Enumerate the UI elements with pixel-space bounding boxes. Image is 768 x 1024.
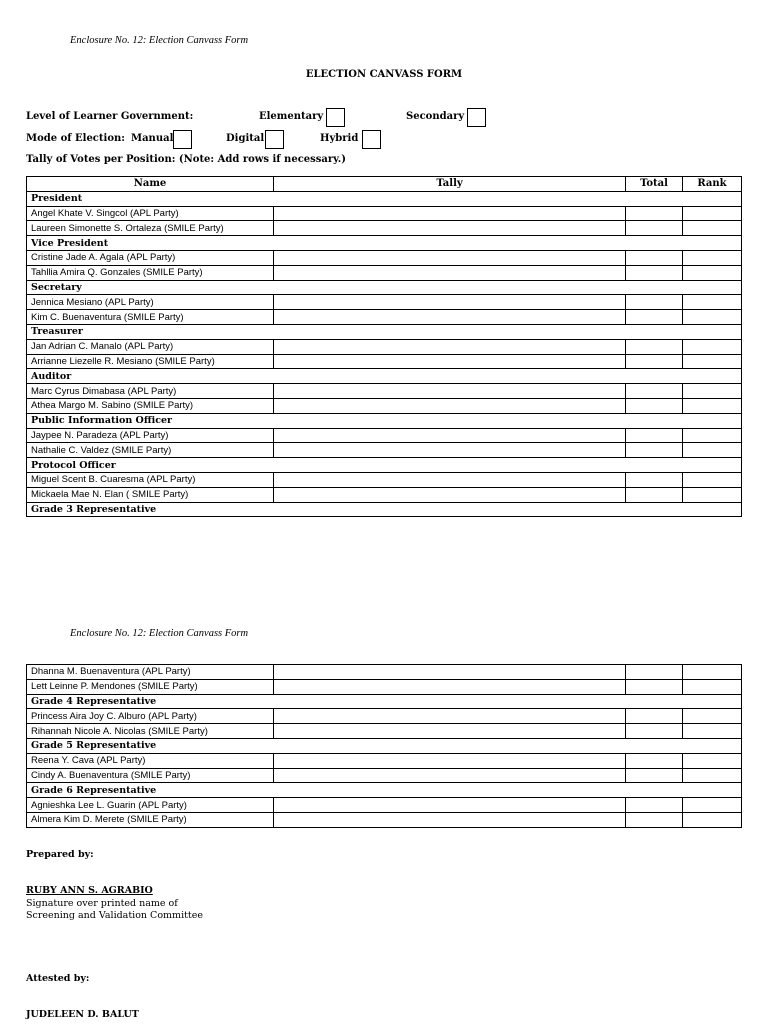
candidate-name: Jaypee N. Paradeza (APL Party) <box>27 428 274 443</box>
table-row <box>27 206 742 221</box>
rank-cell[interactable] <box>683 443 742 458</box>
hybrid-label: Hybrid <box>320 133 359 144</box>
position-vice-president: Vice President <box>27 236 742 251</box>
rank-cell[interactable] <box>683 724 742 739</box>
rank-cell[interactable] <box>683 753 742 768</box>
position-row <box>27 694 742 709</box>
total-cell[interactable] <box>626 295 683 310</box>
total-cell[interactable] <box>626 443 683 458</box>
position-row <box>27 783 742 798</box>
total-cell[interactable] <box>626 768 683 783</box>
rank-cell[interactable] <box>683 679 742 694</box>
table-row <box>27 221 742 236</box>
position-row <box>27 280 742 295</box>
rank-cell[interactable] <box>683 487 742 502</box>
rank-cell[interactable] <box>683 472 742 487</box>
tally-cell[interactable] <box>274 724 626 739</box>
total-cell[interactable] <box>626 487 683 502</box>
position-row <box>27 191 742 206</box>
tally-cell[interactable] <box>274 384 626 399</box>
table-row <box>27 665 742 680</box>
position-row <box>27 324 742 339</box>
total-cell[interactable] <box>626 206 683 221</box>
table-row <box>27 265 742 280</box>
enclosure-label-page-2: Enclosure No. 12: Election Canvass Form <box>70 628 249 639</box>
total-cell[interactable] <box>626 250 683 265</box>
attested-by-name: JUDELEEN D. BALUT <box>26 1009 139 1020</box>
table-row <box>27 310 742 325</box>
candidate-name: Rihannah Nicole A. Nicolas (SMILE Party) <box>27 724 274 739</box>
candidate-name: Princess Aira Joy C. Alburo (APL Party) <box>27 709 274 724</box>
tally-cell[interactable] <box>274 487 626 502</box>
rank-cell[interactable] <box>683 665 742 680</box>
candidate-name: Mickaela Mae N. Elan ( SMILE Party) <box>27 487 274 502</box>
tally-cell[interactable] <box>274 354 626 369</box>
candidate-name: Reena Y. Cava (APL Party) <box>27 753 274 768</box>
header-name: Name <box>27 177 274 192</box>
level-label: Level of Learner Government: <box>26 111 194 122</box>
candidate-name: Miguel Scent B. Cuaresma (APL Party) <box>27 472 274 487</box>
candidate-name: Cristine Jade A. Agala (APL Party) <box>27 250 274 265</box>
total-cell[interactable] <box>626 665 683 680</box>
tally-cell[interactable] <box>274 398 626 413</box>
rank-cell[interactable] <box>683 295 742 310</box>
rank-cell[interactable] <box>683 384 742 399</box>
tally-cell[interactable] <box>274 709 626 724</box>
rank-cell[interactable] <box>683 812 742 827</box>
table-row <box>27 812 742 827</box>
candidate-name: Agnieshka Lee L. Guarin (APL Party) <box>27 798 274 813</box>
rank-cell[interactable] <box>683 206 742 221</box>
total-cell[interactable] <box>626 753 683 768</box>
table-row <box>27 354 742 369</box>
candidate-name: Cindy A. Buenaventura (SMILE Party) <box>27 768 274 783</box>
total-cell[interactable] <box>626 265 683 280</box>
attested-by-label: Attested by: <box>26 973 90 984</box>
table-row <box>27 428 742 443</box>
rank-cell[interactable] <box>683 250 742 265</box>
position-auditor: Auditor <box>27 369 742 384</box>
header-tally: Tally <box>274 177 626 192</box>
secondary-label: Secondary <box>406 111 465 122</box>
total-cell[interactable] <box>626 472 683 487</box>
position-row <box>27 236 742 251</box>
table-row <box>27 384 742 399</box>
table-row <box>27 398 742 413</box>
table-row <box>27 295 742 310</box>
table-row <box>27 753 742 768</box>
candidate-name: Angel Khate V. Singcol (APL Party) <box>27 206 274 221</box>
tally-cell[interactable] <box>274 768 626 783</box>
total-cell[interactable] <box>626 339 683 354</box>
total-cell[interactable] <box>626 398 683 413</box>
candidate-name: Jan Adrian C. Manalo (APL Party) <box>27 339 274 354</box>
rank-cell[interactable] <box>683 428 742 443</box>
tally-note: Tally of Votes per Position: (Note: Add rows if necessary.) <box>26 154 347 165</box>
table-row <box>27 768 742 783</box>
table-row <box>27 472 742 487</box>
elementary-label: Elementary <box>259 111 324 122</box>
tally-cell[interactable] <box>274 265 626 280</box>
candidate-name: Tahllia Amira Q. Gonzales (SMILE Party) <box>27 265 274 280</box>
table-row <box>27 798 742 813</box>
total-cell[interactable] <box>626 221 683 236</box>
candidate-name: Marc Cyrus Dimabasa (APL Party) <box>27 384 274 399</box>
tally-table-page-2 <box>26 664 742 828</box>
table-row <box>27 709 742 724</box>
manual-checkbox[interactable] <box>173 130 192 149</box>
secondary-checkbox[interactable] <box>467 108 486 127</box>
position-secretary: Secretary <box>27 280 742 295</box>
tally-cell[interactable] <box>274 295 626 310</box>
enclosure-label: Enclosure No. 12: Election Canvass Form <box>70 35 249 46</box>
candidate-name: Dhanna M. Buenaventura (APL Party) <box>27 665 274 680</box>
tally-cell[interactable] <box>274 250 626 265</box>
position-row <box>27 413 742 428</box>
prepared-by-name: RUBY ANN S. AGRABIO <box>26 885 153 896</box>
total-cell[interactable] <box>626 709 683 724</box>
total-cell[interactable] <box>626 428 683 443</box>
tally-cell[interactable] <box>274 472 626 487</box>
total-cell[interactable] <box>626 310 683 325</box>
candidate-name: Arrianne Liezelle R. Mesiano (SMILE Party) <box>27 354 274 369</box>
form-title: ELECTION CANVASS FORM <box>305 69 463 80</box>
tally-cell[interactable] <box>274 443 626 458</box>
header-total: Total <box>626 177 683 192</box>
mode-label: Mode of Election: <box>26 133 125 144</box>
prepared-by-label: Prepared by: <box>26 849 94 860</box>
rank-cell[interactable] <box>683 221 742 236</box>
table-header-row <box>27 177 742 192</box>
position-row <box>27 458 742 473</box>
position-grade-4-rep: Grade 4 Representative <box>27 694 742 709</box>
tally-cell[interactable] <box>274 339 626 354</box>
candidate-name: Kim C. Buenaventura (SMILE Party) <box>27 310 274 325</box>
position-president: President <box>27 191 742 206</box>
tally-cell[interactable] <box>274 812 626 827</box>
candidate-name: Almera Kim D. Merete (SMILE Party) <box>27 812 274 827</box>
total-cell[interactable] <box>626 724 683 739</box>
digital-label: Digital <box>226 133 265 144</box>
rank-cell[interactable] <box>683 354 742 369</box>
tally-cell[interactable] <box>274 665 626 680</box>
table-row <box>27 339 742 354</box>
rank-cell[interactable] <box>683 339 742 354</box>
rank-cell[interactable] <box>683 310 742 325</box>
candidate-name: Lett Leinne P. Mendones (SMILE Party) <box>27 679 274 694</box>
table-row <box>27 443 742 458</box>
prepared-by-line-2: Screening and Validation Committee <box>26 910 203 921</box>
table-row <box>27 724 742 739</box>
elementary-checkbox[interactable] <box>326 108 345 127</box>
digital-checkbox[interactable] <box>265 130 284 149</box>
table-row <box>27 250 742 265</box>
total-cell[interactable] <box>626 812 683 827</box>
position-pio: Public Information Officer <box>27 413 742 428</box>
rank-cell[interactable] <box>683 768 742 783</box>
tally-cell[interactable] <box>274 679 626 694</box>
position-row <box>27 369 742 384</box>
tally-cell[interactable] <box>274 310 626 325</box>
hybrid-checkbox[interactable] <box>362 130 381 149</box>
candidate-name: Athea Margo M. Sabino (SMILE Party) <box>27 398 274 413</box>
position-treasurer: Treasurer <box>27 324 742 339</box>
tally-table-page-1 <box>26 176 742 517</box>
position-grade-3-rep: Grade 3 Representative <box>27 502 742 517</box>
position-row <box>27 502 742 517</box>
position-grade-5-rep: Grade 5 Representative <box>27 738 742 753</box>
position-grade-6-rep: Grade 6 Representative <box>27 783 742 798</box>
manual-label: Manual <box>131 133 174 144</box>
tally-cell[interactable] <box>274 428 626 443</box>
header-rank: Rank <box>683 177 742 192</box>
tally-cell[interactable] <box>274 753 626 768</box>
table-row <box>27 487 742 502</box>
position-row <box>27 738 742 753</box>
table-row <box>27 679 742 694</box>
tally-cell[interactable] <box>274 798 626 813</box>
total-cell[interactable] <box>626 798 683 813</box>
position-protocol-officer: Protocol Officer <box>27 458 742 473</box>
candidate-name: Nathalie C. Valdez (SMILE Party) <box>27 443 274 458</box>
total-cell[interactable] <box>626 354 683 369</box>
candidate-name: Laureen Simonette S. Ortaleza (SMILE Party) <box>27 221 274 236</box>
rank-cell[interactable] <box>683 798 742 813</box>
total-cell[interactable] <box>626 679 683 694</box>
rank-cell[interactable] <box>683 265 742 280</box>
total-cell[interactable] <box>626 384 683 399</box>
tally-cell[interactable] <box>274 206 626 221</box>
rank-cell[interactable] <box>683 709 742 724</box>
tally-cell[interactable] <box>274 221 626 236</box>
rank-cell[interactable] <box>683 398 742 413</box>
prepared-by-line-1: Signature over printed name of <box>26 898 178 909</box>
candidate-name: Jennica Mesiano (APL Party) <box>27 295 274 310</box>
